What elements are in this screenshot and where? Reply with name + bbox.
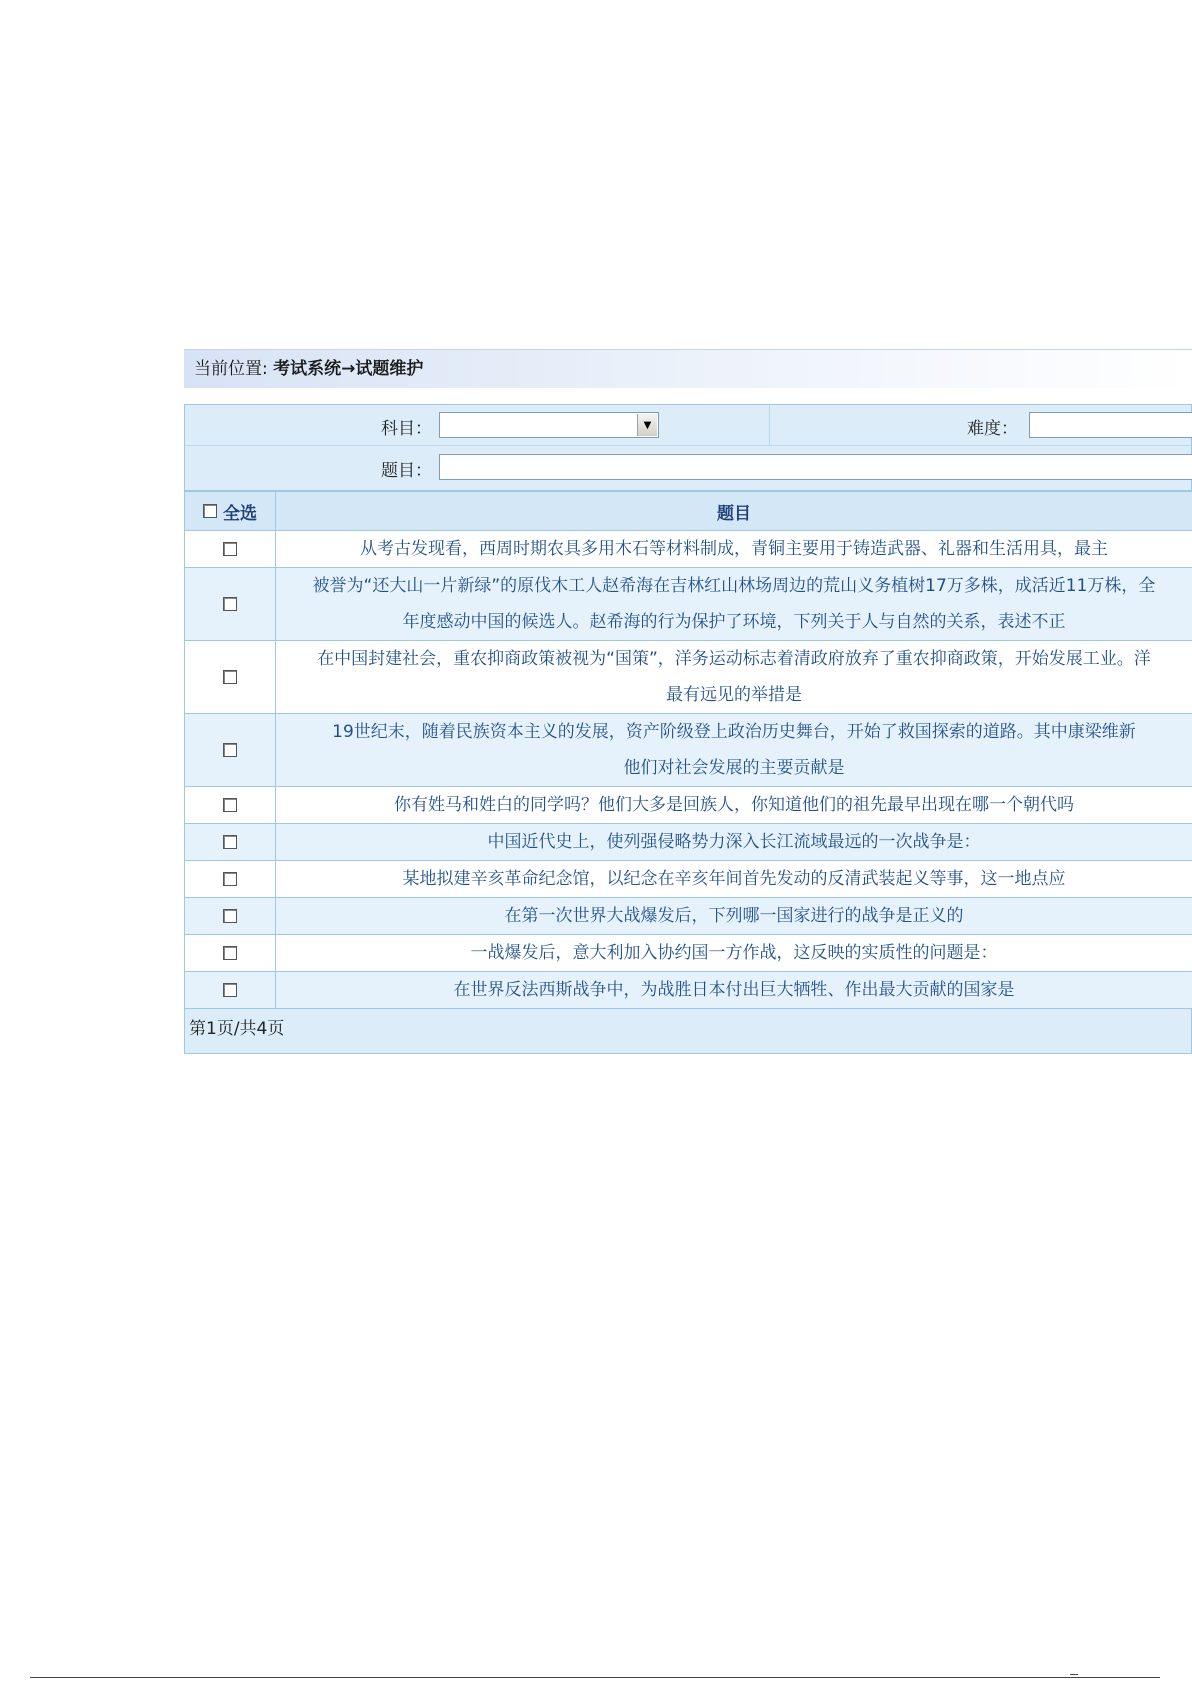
filter-row-subject — [185, 405, 1191, 446]
select-all-checkbox[interactable] — [203, 504, 217, 518]
row-checkbox[interactable] — [223, 670, 237, 684]
row-checkbox-cell — [185, 935, 276, 972]
pagination-text: 第1页/共4页 — [189, 1019, 285, 1039]
question-cell[interactable] — [276, 861, 1192, 898]
question-cell[interactable] — [276, 714, 1192, 787]
row-checkbox-cell — [185, 972, 276, 1009]
question-text-line: 他们对社会发展的主要贡献是 — [623, 758, 845, 778]
row-checkbox[interactable] — [223, 946, 237, 960]
row-checkbox-cell — [185, 898, 276, 935]
breadcrumb-path: 考试系统→试题维护 — [273, 359, 424, 379]
question-cell[interactable] — [276, 531, 1192, 568]
select-all-header[interactable] — [185, 492, 276, 531]
question-search-input[interactable] — [439, 454, 1192, 480]
question-text-line: 在第一次世界大战爆发后，下列哪一国家进行的战争是正义的 — [504, 906, 964, 926]
difficulty-label: 难度： — [967, 419, 1018, 439]
question-rows — [185, 531, 1192, 1009]
table-header-row — [185, 492, 1192, 531]
table-row[interactable] — [185, 568, 1192, 641]
table-row[interactable] — [185, 935, 1192, 972]
question-table — [184, 491, 1192, 1009]
filter-divider — [769, 405, 770, 445]
question-text-line: 一战爆发后，意大利加入协约国一方作战，这反映的实质性的问题是： — [470, 943, 998, 963]
row-checkbox[interactable] — [223, 872, 237, 886]
subject-label: 科目： — [381, 419, 432, 439]
row-checkbox[interactable] — [223, 542, 237, 556]
filter-form — [184, 404, 1192, 491]
row-checkbox-cell — [185, 531, 276, 568]
table-row[interactable] — [185, 824, 1192, 861]
pagination — [184, 1009, 1192, 1054]
row-checkbox-cell — [185, 787, 276, 824]
question-text-line: 年度感动中国的候选人。赵希海的行为保护了环境，下列关于人与自然的关系，表述不正 — [402, 612, 1066, 632]
table-row[interactable] — [185, 787, 1192, 824]
filter-row-question — [185, 446, 1191, 490]
row-checkbox-cell — [185, 861, 276, 898]
question-text-line: 从考古发现看，西周时期农具多用木石等材料制成，青铜主要用于铸造武器、礼器和生活用具，最主 — [360, 539, 1108, 559]
bottom-rule — [30, 1677, 1160, 1678]
question-text-line: 最有远见的举措是 — [666, 685, 802, 705]
breadcrumb-prefix: 当前位置: — [194, 359, 274, 379]
row-checkbox[interactable] — [223, 835, 237, 849]
question-cell[interactable] — [276, 568, 1192, 641]
bottom-tick — [1070, 1674, 1078, 1678]
question-column-header: 题目 — [276, 492, 1192, 531]
row-checkbox[interactable] — [223, 983, 237, 997]
row-checkbox-cell — [185, 714, 276, 787]
row-checkbox[interactable] — [223, 798, 237, 812]
table-row[interactable] — [185, 714, 1192, 787]
question-text-line: 某地拟建辛亥革命纪念馆，以纪念在辛亥年间首先发动的反清武装起义等事，这一地点应 — [402, 869, 1066, 889]
question-cell[interactable] — [276, 824, 1192, 861]
question-text-line: 19世纪末，随着民族资本主义的发展，资产阶级登上政治历史舞台，开始了救国探索的道路。其中康梁维新 — [332, 722, 1136, 742]
question-text-line: 中国近代史上，使列强侵略势力深入长江流域最远的一次战争是： — [487, 832, 981, 852]
question-cell[interactable] — [276, 898, 1192, 935]
subject-select[interactable] — [439, 412, 659, 438]
question-text-line: 被誉为“还大山一片新绿”的原伐木工人赵希海在吉林红山林场周边的荒山义务植树17万多株，成活近11万株，全 — [312, 576, 1156, 596]
question-text-line: 你有姓马和姓白的同学吗？他们大多是回族人，你知道他们的祖先最早出现在哪一个朝代吗 — [394, 795, 1074, 815]
chevron-down-icon[interactable]: ▼ — [637, 414, 657, 436]
row-checkbox[interactable] — [223, 909, 237, 923]
difficulty-select[interactable] — [1029, 412, 1192, 438]
row-checkbox-cell — [185, 568, 276, 641]
question-maintenance-panel — [184, 349, 1192, 1054]
question-text-line: 在世界反法西斯战争中，为战胜日本付出巨大牺牲、作出最大贡献的国家是 — [453, 980, 1015, 1000]
question-cell[interactable] — [276, 641, 1192, 714]
question-text-line: 在中国封建社会，重农抑商政策被视为“国策”，洋务运动标志着清政府放弃了重农抑商政策，开始发展工业。洋 — [317, 649, 1151, 669]
row-checkbox[interactable] — [223, 743, 237, 757]
question-label: 题目： — [381, 461, 432, 481]
table-row[interactable] — [185, 972, 1192, 1009]
row-checkbox-cell — [185, 824, 276, 861]
question-cell[interactable] — [276, 972, 1192, 1009]
row-checkbox[interactable] — [223, 597, 237, 611]
breadcrumb — [184, 349, 1192, 388]
row-checkbox-cell — [185, 641, 276, 714]
table-row[interactable] — [185, 861, 1192, 898]
table-row[interactable] — [185, 641, 1192, 714]
question-cell[interactable] — [276, 935, 1192, 972]
question-cell[interactable] — [276, 787, 1192, 824]
table-row[interactable] — [185, 531, 1192, 568]
table-row[interactable] — [185, 898, 1192, 935]
select-all-label: 全选 — [223, 503, 257, 524]
